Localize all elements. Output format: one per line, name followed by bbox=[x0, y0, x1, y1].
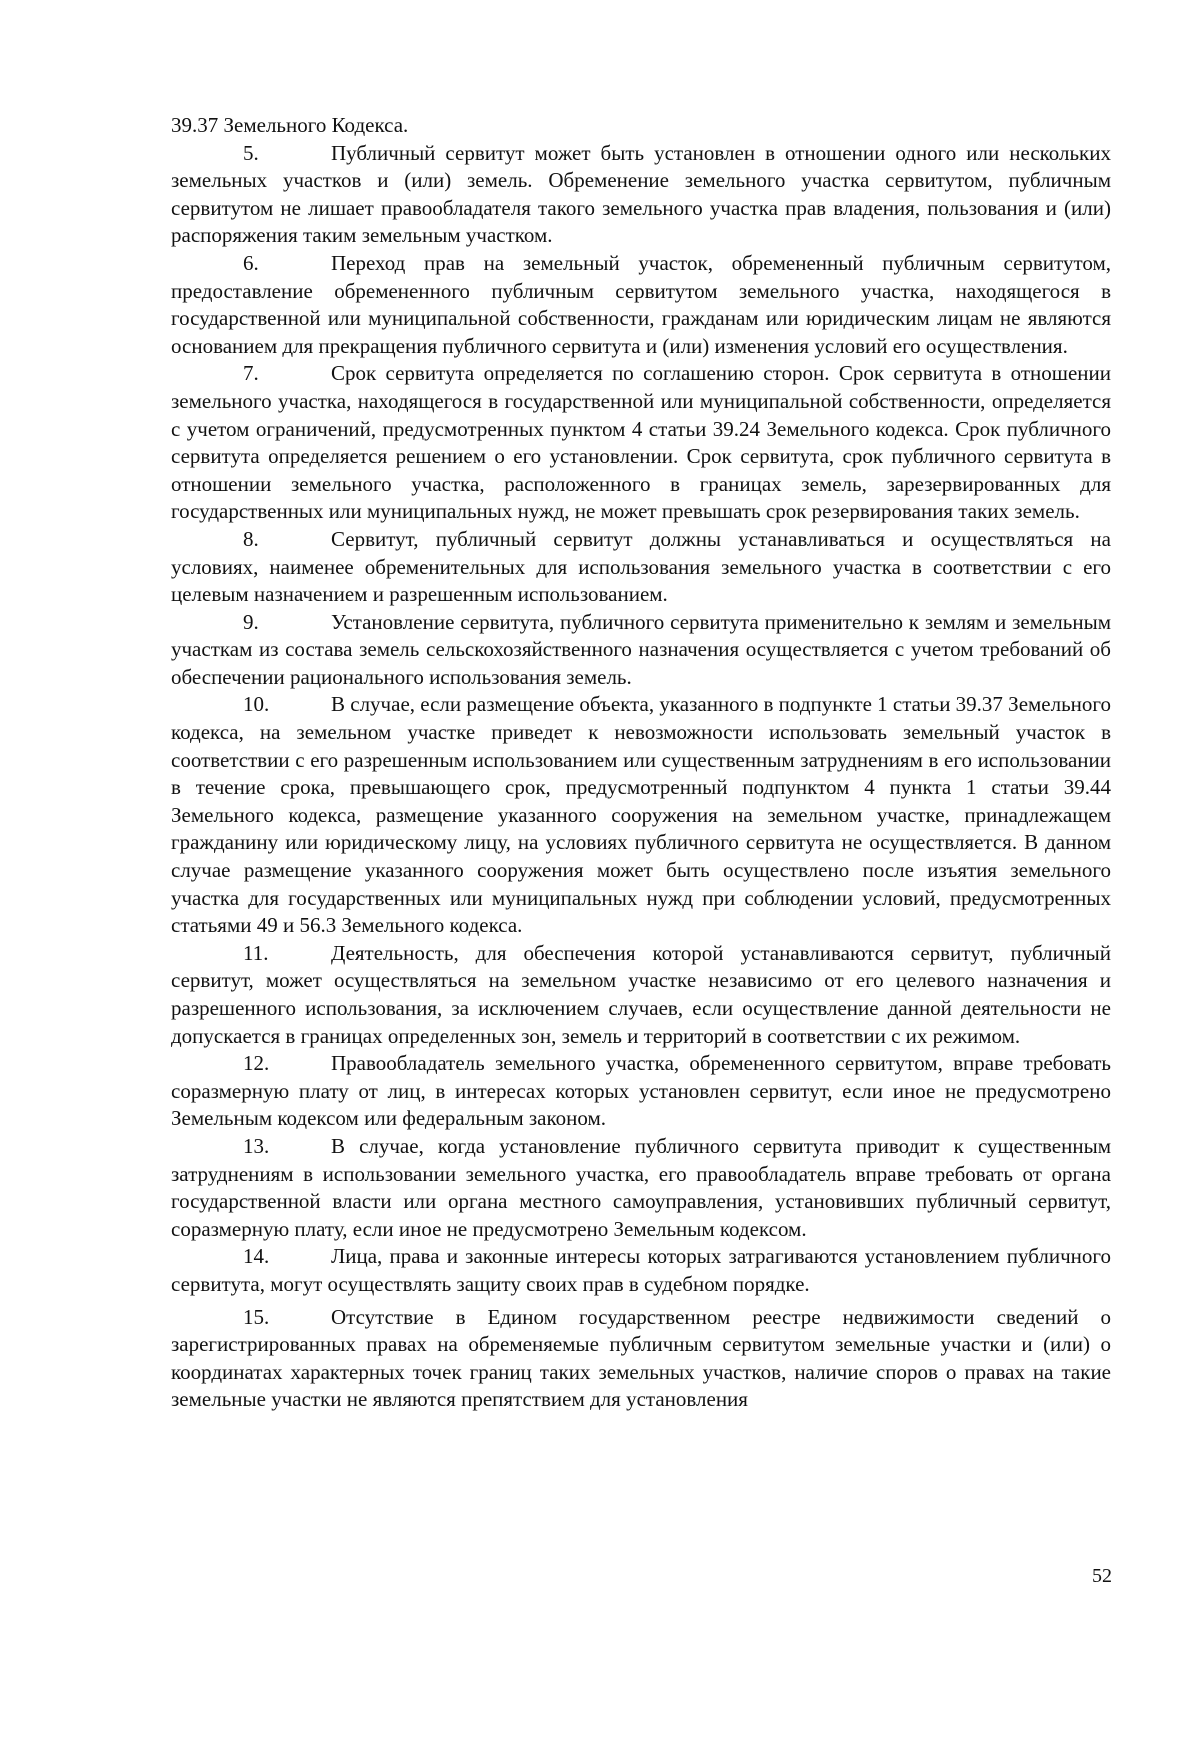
paragraph-number: 8. bbox=[243, 526, 259, 551]
paragraph-13 bbox=[171, 1133, 1111, 1243]
paragraph-5 bbox=[171, 140, 1111, 250]
paragraph-text: Деятельность, для обеспечения которой устанавливаются сервитут, публичный сервитут, может осуществляться на земельном участке независимо от его целевого назначения и разрешенного использования, за исключением случаев, если осуществление данной деятельности не допускается в границах определенных зон, земель и территорий в соответствии с их режимом. bbox=[171, 940, 1111, 1048]
paragraph-number: 11. bbox=[243, 940, 269, 965]
paragraph-text: Лица, права и законные интересы которых затрагиваются установлением публичного сервитута, могут осуществлять защиту своих прав в судебном порядке. bbox=[171, 1244, 1111, 1296]
paragraph-9 bbox=[171, 609, 1111, 692]
paragraph-7 bbox=[171, 360, 1111, 526]
paragraph-10 bbox=[171, 691, 1111, 939]
paragraph-number: 7. bbox=[243, 361, 259, 386]
paragraph-number: 10. bbox=[243, 692, 270, 717]
paragraph-11 bbox=[171, 940, 1111, 1050]
page-number: 52 bbox=[1092, 1565, 1112, 1587]
paragraph-15 bbox=[171, 1304, 1111, 1414]
document-body bbox=[171, 112, 1111, 1414]
paragraph-text: В случае, когда установление публичного сервитута приводит к существенным затруднениям в использовании земельного участка, его правообладатель вправе требовать от органа государственной власти или органа местного самоуправления, установивших публичный сервитут, соразмерную плату, если иное не предусмотрено Земельным кодексом. bbox=[171, 1133, 1111, 1241]
paragraph-text: Отсутствие в Едином государственном реестре недвижимости сведений о зарегистрированных правах на обременяемые публичным сервитутом земельные участки и (или) о координатах характерных точек границ таких земельных участков, наличие споров о правах на такие земельные участки не являются препятствием для установления bbox=[171, 1304, 1111, 1412]
paragraph-number: 6. bbox=[243, 250, 259, 275]
paragraph-8 bbox=[171, 526, 1111, 609]
paragraph-number: 13. bbox=[243, 1133, 270, 1158]
paragraph-text: Установление сервитута, публичного сервитута применительно к землям и земельным участкам из состава земель сельскохозяйственного назначения осуществляется с учетом требований об обеспечении рационального использования земель. bbox=[171, 609, 1111, 689]
paragraph-14 bbox=[171, 1243, 1111, 1298]
paragraph-number: 9. bbox=[243, 609, 259, 634]
paragraph-number: 15. bbox=[243, 1304, 270, 1329]
paragraph-number: 12. bbox=[243, 1051, 270, 1076]
paragraph-number: 14. bbox=[243, 1244, 270, 1269]
paragraph-text: Срок сервитута определяется по соглашению сторон. Срок сервитута в отношении земельного участка, находящегося в государственной или муниципальной собственности, определяется с учетом ограничений, предусмотренных пунктом 4 статьи 39.24 Земельного кодекса. Срок публичного сервитута определяется решением о его установлении. Срок сервитута, срок публичного сервитута в отношении земельного участка, расположенного в границах земель, зарезервированных для государственных или муниципальных нужд, не может превышать срок резервирования таких земель. bbox=[171, 361, 1111, 524]
paragraph-6 bbox=[171, 250, 1111, 360]
continued-text: 39.37 Земельного Кодекса. bbox=[171, 113, 409, 137]
paragraph-12 bbox=[171, 1050, 1111, 1133]
paragraph-text: Переход прав на земельный участок, обремененный публичным сервитутом, предоставление обремененного публичным сервитутом земельного участка, находящегося в государственной или муниципальной собственности, гражданам или юридическим лицам не являются основанием для прекращения публичного сервитута и (или) изменения условий его осуществления. bbox=[171, 250, 1111, 358]
paragraph-text: Правообладатель земельного участка, обремененного сервитутом, вправе требовать соразмерную плату от лиц, в интересах которых установлен сервитут, если иное не предусмотрено Земельным кодексом или федеральным законом. bbox=[171, 1051, 1111, 1131]
paragraph-number: 5. bbox=[243, 140, 259, 165]
paragraph-text: Сервитут, публичный сервитут должны устанавливаться и осуществляться на условиях, наименее обременительных для использования земельного участка в соответствии с его целевым назначением и разрешенным использованием. bbox=[171, 526, 1111, 607]
paragraph-text: Публичный сервитут может быть установлен в отношении одного или нескольких земельных участков и (или) земель. Обременение земельного участка сервитутом, публичным сервитутом не лишает правообладателя такого земельного участка прав владения, пользования и (или) распоряжения таким земельным участком. bbox=[171, 140, 1111, 248]
paragraph-text: В случае, если размещение объекта, указанного в подпункте 1 статьи 39.37 Земельного кодекса, на земельном участке приведет к невозможности использовать земельный участок в соответствии с его разрешенным использованием или существенным затруднениям в его использовании в течение срока, превышающего срок, предусмотренный подпунктом 4 пункта 1 статьи 39.44 Земельного кодекса, размещение указанного сооружения на земельном участке, принадлежащем гражданину или юридическому лицу, на условиях публичного сервитута не осуществляется. В данном случае размещение указанного сооружения может быть осуществлено после изъятия земельного участка для государственных или муниципальных нужд при соблюдении условий, предусмотренных статьями 49 и 56.3 Земельного кодекса. bbox=[171, 692, 1112, 938]
